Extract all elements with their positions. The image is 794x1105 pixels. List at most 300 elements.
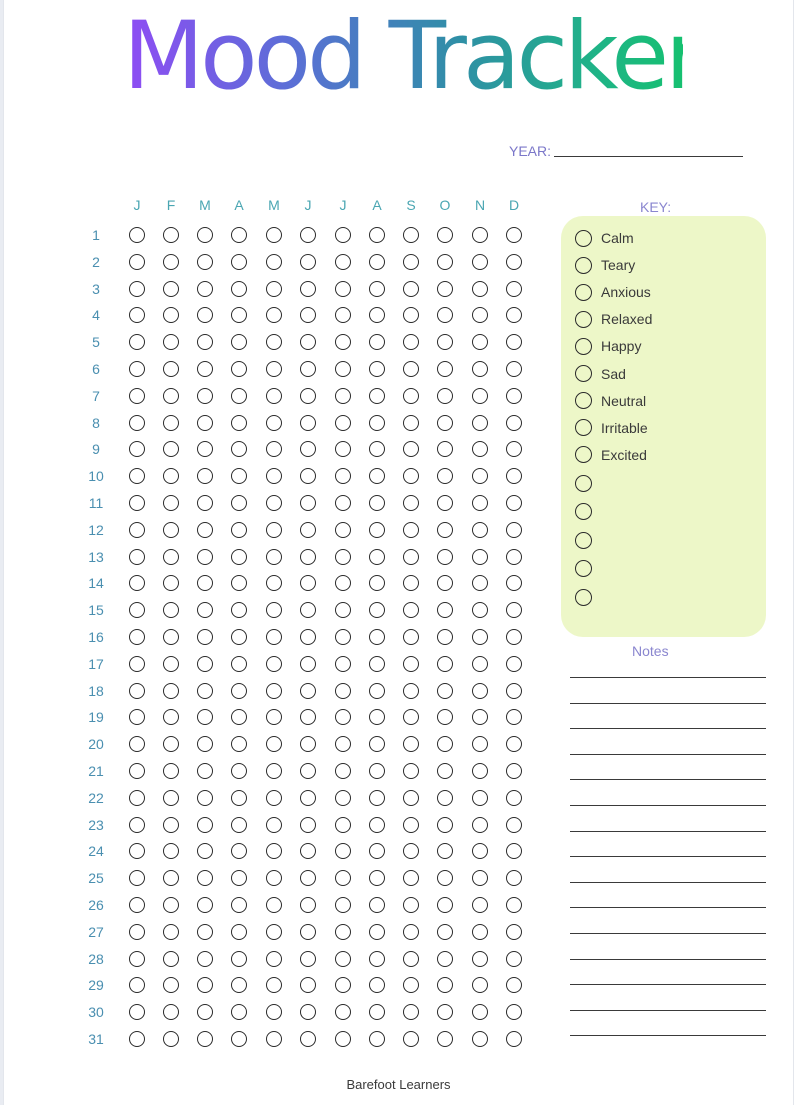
mood-bubble[interactable]	[266, 441, 282, 457]
mood-bubble[interactable]	[335, 254, 351, 270]
mood-bubble[interactable]	[266, 897, 282, 913]
mood-bubble[interactable]	[472, 254, 488, 270]
mood-bubble[interactable]	[300, 656, 316, 672]
mood-bubble[interactable]	[129, 522, 145, 538]
mood-bubble[interactable]	[300, 441, 316, 457]
mood-bubble[interactable]	[129, 254, 145, 270]
mood-bubble[interactable]	[231, 629, 247, 645]
mood-bubble[interactable]	[437, 897, 453, 913]
mood-bubble[interactable]	[335, 522, 351, 538]
mood-bubble[interactable]	[472, 629, 488, 645]
mood-bubble[interactable]	[163, 522, 179, 538]
mood-bubble[interactable]	[163, 709, 179, 725]
mood-bubble[interactable]	[369, 709, 385, 725]
mood-bubble[interactable]	[403, 897, 419, 913]
mood-bubble[interactable]	[300, 870, 316, 886]
mood-bubble[interactable]	[231, 441, 247, 457]
mood-bubble[interactable]	[300, 575, 316, 591]
mood-bubble[interactable]	[335, 388, 351, 404]
mood-bubble[interactable]	[472, 1031, 488, 1047]
mood-bubble[interactable]	[437, 709, 453, 725]
mood-bubble[interactable]	[403, 817, 419, 833]
mood-bubble[interactable]	[163, 254, 179, 270]
mood-bubble[interactable]	[403, 1031, 419, 1047]
mood-bubble[interactable]	[472, 468, 488, 484]
mood-bubble[interactable]	[163, 388, 179, 404]
mood-bubble[interactable]	[472, 227, 488, 243]
mood-bubble[interactable]	[472, 924, 488, 940]
mood-bubble[interactable]	[129, 817, 145, 833]
mood-bubble[interactable]	[300, 254, 316, 270]
mood-bubble[interactable]	[437, 656, 453, 672]
mood-bubble[interactable]	[129, 361, 145, 377]
mood-bubble[interactable]	[472, 549, 488, 565]
mood-bubble[interactable]	[403, 656, 419, 672]
mood-bubble[interactable]	[437, 924, 453, 940]
mood-bubble[interactable]	[266, 388, 282, 404]
mood-bubble[interactable]	[163, 629, 179, 645]
mood-bubble[interactable]	[197, 361, 213, 377]
note-line[interactable]	[570, 959, 766, 960]
mood-bubble[interactable]	[506, 334, 522, 350]
mood-bubble[interactable]	[506, 709, 522, 725]
mood-bubble[interactable]	[197, 977, 213, 993]
key-bubble[interactable]	[575, 365, 592, 382]
mood-bubble[interactable]	[197, 441, 213, 457]
note-line[interactable]	[570, 779, 766, 780]
mood-bubble[interactable]	[369, 388, 385, 404]
mood-bubble[interactable]	[163, 1031, 179, 1047]
mood-bubble[interactable]	[300, 227, 316, 243]
mood-bubble[interactable]	[163, 415, 179, 431]
mood-bubble[interactable]	[300, 281, 316, 297]
mood-bubble[interactable]	[300, 495, 316, 511]
mood-bubble[interactable]	[506, 549, 522, 565]
mood-bubble[interactable]	[197, 870, 213, 886]
mood-bubble[interactable]	[129, 1031, 145, 1047]
mood-bubble[interactable]	[506, 683, 522, 699]
mood-bubble[interactable]	[506, 951, 522, 967]
mood-bubble[interactable]	[197, 843, 213, 859]
mood-bubble[interactable]	[403, 388, 419, 404]
mood-bubble[interactable]	[266, 629, 282, 645]
key-bubble[interactable]	[575, 475, 592, 492]
mood-bubble[interactable]	[369, 495, 385, 511]
note-line[interactable]	[570, 933, 766, 934]
note-line[interactable]	[570, 831, 766, 832]
mood-bubble[interactable]	[369, 683, 385, 699]
mood-bubble[interactable]	[129, 495, 145, 511]
mood-bubble[interactable]	[472, 441, 488, 457]
mood-bubble[interactable]	[163, 843, 179, 859]
mood-bubble[interactable]	[335, 790, 351, 806]
mood-bubble[interactable]	[335, 817, 351, 833]
mood-bubble[interactable]	[231, 522, 247, 538]
mood-bubble[interactable]	[129, 415, 145, 431]
mood-bubble[interactable]	[506, 1004, 522, 1020]
mood-bubble[interactable]	[231, 763, 247, 779]
mood-bubble[interactable]	[197, 656, 213, 672]
mood-bubble[interactable]	[231, 977, 247, 993]
mood-bubble[interactable]	[506, 763, 522, 779]
mood-bubble[interactable]	[266, 281, 282, 297]
key-bubble[interactable]	[575, 230, 592, 247]
mood-bubble[interactable]	[129, 924, 145, 940]
mood-bubble[interactable]	[231, 897, 247, 913]
mood-bubble[interactable]	[369, 629, 385, 645]
mood-bubble[interactable]	[369, 468, 385, 484]
key-bubble[interactable]	[575, 446, 592, 463]
mood-bubble[interactable]	[300, 468, 316, 484]
mood-bubble[interactable]	[163, 897, 179, 913]
mood-bubble[interactable]	[335, 897, 351, 913]
key-bubble[interactable]	[575, 257, 592, 274]
mood-bubble[interactable]	[437, 1004, 453, 1020]
mood-bubble[interactable]	[300, 683, 316, 699]
mood-bubble[interactable]	[163, 683, 179, 699]
mood-bubble[interactable]	[506, 522, 522, 538]
mood-bubble[interactable]	[437, 683, 453, 699]
mood-bubble[interactable]	[231, 254, 247, 270]
mood-bubble[interactable]	[129, 763, 145, 779]
mood-bubble[interactable]	[266, 1004, 282, 1020]
mood-bubble[interactable]	[129, 897, 145, 913]
mood-bubble[interactable]	[472, 495, 488, 511]
mood-bubble[interactable]	[197, 307, 213, 323]
mood-bubble[interactable]	[335, 334, 351, 350]
mood-bubble[interactable]	[266, 575, 282, 591]
mood-bubble[interactable]	[266, 522, 282, 538]
mood-bubble[interactable]	[300, 307, 316, 323]
mood-bubble[interactable]	[129, 790, 145, 806]
mood-bubble[interactable]	[300, 602, 316, 618]
mood-bubble[interactable]	[300, 1004, 316, 1020]
mood-bubble[interactable]	[369, 549, 385, 565]
mood-bubble[interactable]	[472, 870, 488, 886]
mood-bubble[interactable]	[129, 629, 145, 645]
mood-bubble[interactable]	[231, 1004, 247, 1020]
mood-bubble[interactable]	[335, 736, 351, 752]
mood-bubble[interactable]	[472, 307, 488, 323]
mood-bubble[interactable]	[129, 575, 145, 591]
mood-bubble[interactable]	[231, 817, 247, 833]
mood-bubble[interactable]	[163, 656, 179, 672]
mood-bubble[interactable]	[197, 468, 213, 484]
mood-bubble[interactable]	[231, 843, 247, 859]
mood-bubble[interactable]	[369, 334, 385, 350]
mood-bubble[interactable]	[472, 281, 488, 297]
mood-bubble[interactable]	[300, 977, 316, 993]
mood-bubble[interactable]	[472, 1004, 488, 1020]
mood-bubble[interactable]	[231, 334, 247, 350]
mood-bubble[interactable]	[129, 683, 145, 699]
mood-bubble[interactable]	[369, 602, 385, 618]
mood-bubble[interactable]	[369, 843, 385, 859]
mood-bubble[interactable]	[369, 897, 385, 913]
mood-bubble[interactable]	[197, 924, 213, 940]
mood-bubble[interactable]	[472, 763, 488, 779]
mood-bubble[interactable]	[197, 334, 213, 350]
mood-bubble[interactable]	[403, 951, 419, 967]
mood-bubble[interactable]	[163, 951, 179, 967]
mood-bubble[interactable]	[129, 870, 145, 886]
mood-bubble[interactable]	[197, 683, 213, 699]
mood-bubble[interactable]	[300, 790, 316, 806]
mood-bubble[interactable]	[472, 736, 488, 752]
mood-bubble[interactable]	[506, 870, 522, 886]
mood-bubble[interactable]	[163, 870, 179, 886]
mood-bubble[interactable]	[369, 951, 385, 967]
mood-bubble[interactable]	[506, 468, 522, 484]
mood-bubble[interactable]	[129, 951, 145, 967]
mood-bubble[interactable]	[506, 281, 522, 297]
key-bubble[interactable]	[575, 311, 592, 328]
mood-bubble[interactable]	[300, 1031, 316, 1047]
mood-bubble[interactable]	[300, 763, 316, 779]
mood-bubble[interactable]	[197, 495, 213, 511]
mood-bubble[interactable]	[506, 977, 522, 993]
mood-bubble[interactable]	[369, 254, 385, 270]
mood-bubble[interactable]	[403, 977, 419, 993]
mood-bubble[interactable]	[369, 870, 385, 886]
mood-bubble[interactable]	[231, 227, 247, 243]
mood-bubble[interactable]	[506, 736, 522, 752]
mood-bubble[interactable]	[437, 441, 453, 457]
mood-bubble[interactable]	[437, 415, 453, 431]
mood-bubble[interactable]	[163, 1004, 179, 1020]
mood-bubble[interactable]	[403, 763, 419, 779]
mood-bubble[interactable]	[300, 549, 316, 565]
mood-bubble[interactable]	[437, 254, 453, 270]
mood-bubble[interactable]	[300, 388, 316, 404]
mood-bubble[interactable]	[403, 415, 419, 431]
mood-bubble[interactable]	[369, 227, 385, 243]
mood-bubble[interactable]	[437, 790, 453, 806]
mood-bubble[interactable]	[403, 361, 419, 377]
mood-bubble[interactable]	[266, 790, 282, 806]
mood-bubble[interactable]	[231, 790, 247, 806]
mood-bubble[interactable]	[437, 1031, 453, 1047]
mood-bubble[interactable]	[163, 575, 179, 591]
mood-bubble[interactable]	[231, 656, 247, 672]
note-line[interactable]	[570, 856, 766, 857]
mood-bubble[interactable]	[369, 817, 385, 833]
mood-bubble[interactable]	[403, 441, 419, 457]
mood-bubble[interactable]	[335, 763, 351, 779]
mood-bubble[interactable]	[437, 977, 453, 993]
mood-bubble[interactable]	[403, 281, 419, 297]
mood-bubble[interactable]	[335, 575, 351, 591]
mood-bubble[interactable]	[335, 415, 351, 431]
mood-bubble[interactable]	[403, 790, 419, 806]
mood-bubble[interactable]	[163, 495, 179, 511]
mood-bubble[interactable]	[437, 334, 453, 350]
mood-bubble[interactable]	[231, 683, 247, 699]
mood-bubble[interactable]	[335, 441, 351, 457]
mood-bubble[interactable]	[163, 281, 179, 297]
note-line[interactable]	[570, 703, 766, 704]
mood-bubble[interactable]	[335, 281, 351, 297]
mood-bubble[interactable]	[472, 334, 488, 350]
mood-bubble[interactable]	[266, 254, 282, 270]
mood-bubble[interactable]	[437, 522, 453, 538]
mood-bubble[interactable]	[231, 307, 247, 323]
mood-bubble[interactable]	[437, 870, 453, 886]
mood-bubble[interactable]	[506, 602, 522, 618]
mood-bubble[interactable]	[266, 951, 282, 967]
mood-bubble[interactable]	[403, 736, 419, 752]
key-bubble[interactable]	[575, 560, 592, 577]
mood-bubble[interactable]	[403, 334, 419, 350]
mood-bubble[interactable]	[369, 1004, 385, 1020]
mood-bubble[interactable]	[437, 736, 453, 752]
mood-bubble[interactable]	[335, 977, 351, 993]
mood-bubble[interactable]	[231, 281, 247, 297]
mood-bubble[interactable]	[163, 790, 179, 806]
mood-bubble[interactable]	[506, 227, 522, 243]
mood-bubble[interactable]	[369, 977, 385, 993]
mood-bubble[interactable]	[163, 549, 179, 565]
mood-bubble[interactable]	[335, 1004, 351, 1020]
mood-bubble[interactable]	[231, 951, 247, 967]
key-bubble[interactable]	[575, 532, 592, 549]
mood-bubble[interactable]	[506, 629, 522, 645]
mood-bubble[interactable]	[231, 549, 247, 565]
mood-bubble[interactable]	[437, 602, 453, 618]
mood-bubble[interactable]	[369, 924, 385, 940]
mood-bubble[interactable]	[197, 763, 213, 779]
mood-bubble[interactable]	[197, 415, 213, 431]
mood-bubble[interactable]	[197, 736, 213, 752]
mood-bubble[interactable]	[506, 254, 522, 270]
mood-bubble[interactable]	[197, 1004, 213, 1020]
mood-bubble[interactable]	[197, 790, 213, 806]
mood-bubble[interactable]	[437, 575, 453, 591]
note-line[interactable]	[570, 728, 766, 729]
mood-bubble[interactable]	[300, 709, 316, 725]
mood-bubble[interactable]	[300, 843, 316, 859]
mood-bubble[interactable]	[335, 870, 351, 886]
mood-bubble[interactable]	[129, 307, 145, 323]
mood-bubble[interactable]	[129, 468, 145, 484]
mood-bubble[interactable]	[472, 415, 488, 431]
mood-bubble[interactable]	[163, 307, 179, 323]
mood-bubble[interactable]	[472, 575, 488, 591]
mood-bubble[interactable]	[369, 656, 385, 672]
mood-bubble[interactable]	[506, 495, 522, 511]
mood-bubble[interactable]	[437, 549, 453, 565]
mood-bubble[interactable]	[403, 1004, 419, 1020]
mood-bubble[interactable]	[472, 388, 488, 404]
mood-bubble[interactable]	[437, 843, 453, 859]
mood-bubble[interactable]	[129, 977, 145, 993]
note-line[interactable]	[570, 677, 766, 678]
mood-bubble[interactable]	[300, 334, 316, 350]
mood-bubble[interactable]	[197, 254, 213, 270]
mood-bubble[interactable]	[369, 1031, 385, 1047]
mood-bubble[interactable]	[129, 334, 145, 350]
key-bubble[interactable]	[575, 392, 592, 409]
mood-bubble[interactable]	[266, 1031, 282, 1047]
mood-bubble[interactable]	[403, 575, 419, 591]
mood-bubble[interactable]	[129, 602, 145, 618]
mood-bubble[interactable]	[403, 495, 419, 511]
mood-bubble[interactable]	[403, 307, 419, 323]
mood-bubble[interactable]	[266, 495, 282, 511]
mood-bubble[interactable]	[403, 522, 419, 538]
mood-bubble[interactable]	[197, 227, 213, 243]
mood-bubble[interactable]	[472, 709, 488, 725]
mood-bubble[interactable]	[231, 736, 247, 752]
mood-bubble[interactable]	[403, 870, 419, 886]
mood-bubble[interactable]	[266, 683, 282, 699]
mood-bubble[interactable]	[335, 495, 351, 511]
mood-bubble[interactable]	[231, 361, 247, 377]
mood-bubble[interactable]	[335, 683, 351, 699]
mood-bubble[interactable]	[197, 897, 213, 913]
mood-bubble[interactable]	[335, 468, 351, 484]
key-bubble[interactable]	[575, 589, 592, 606]
mood-bubble[interactable]	[300, 817, 316, 833]
mood-bubble[interactable]	[163, 441, 179, 457]
mood-bubble[interactable]	[472, 951, 488, 967]
mood-bubble[interactable]	[266, 361, 282, 377]
mood-bubble[interactable]	[266, 227, 282, 243]
mood-bubble[interactable]	[197, 281, 213, 297]
mood-bubble[interactable]	[506, 575, 522, 591]
mood-bubble[interactable]	[266, 307, 282, 323]
mood-bubble[interactable]	[129, 388, 145, 404]
mood-bubble[interactable]	[403, 843, 419, 859]
mood-bubble[interactable]	[163, 361, 179, 377]
mood-bubble[interactable]	[335, 629, 351, 645]
note-line[interactable]	[570, 882, 766, 883]
mood-bubble[interactable]	[506, 307, 522, 323]
mood-bubble[interactable]	[472, 602, 488, 618]
mood-bubble[interactable]	[129, 281, 145, 297]
mood-bubble[interactable]	[437, 629, 453, 645]
mood-bubble[interactable]	[369, 281, 385, 297]
mood-bubble[interactable]	[129, 549, 145, 565]
mood-bubble[interactable]	[266, 924, 282, 940]
mood-bubble[interactable]	[197, 951, 213, 967]
mood-bubble[interactable]	[163, 977, 179, 993]
mood-bubble[interactable]	[472, 522, 488, 538]
mood-bubble[interactable]	[472, 361, 488, 377]
mood-bubble[interactable]	[472, 843, 488, 859]
mood-bubble[interactable]	[403, 709, 419, 725]
mood-bubble[interactable]	[129, 709, 145, 725]
mood-bubble[interactable]	[197, 602, 213, 618]
mood-bubble[interactable]	[129, 1004, 145, 1020]
mood-bubble[interactable]	[231, 495, 247, 511]
mood-bubble[interactable]	[231, 468, 247, 484]
mood-bubble[interactable]	[335, 361, 351, 377]
mood-bubble[interactable]	[472, 790, 488, 806]
mood-bubble[interactable]	[472, 683, 488, 699]
mood-bubble[interactable]	[437, 281, 453, 297]
mood-bubble[interactable]	[231, 924, 247, 940]
mood-bubble[interactable]	[335, 843, 351, 859]
mood-bubble[interactable]	[231, 709, 247, 725]
mood-bubble[interactable]	[472, 656, 488, 672]
mood-bubble[interactable]	[472, 897, 488, 913]
mood-bubble[interactable]	[403, 227, 419, 243]
note-line[interactable]	[570, 1010, 766, 1011]
mood-bubble[interactable]	[163, 468, 179, 484]
mood-bubble[interactable]	[231, 870, 247, 886]
mood-bubble[interactable]	[369, 361, 385, 377]
